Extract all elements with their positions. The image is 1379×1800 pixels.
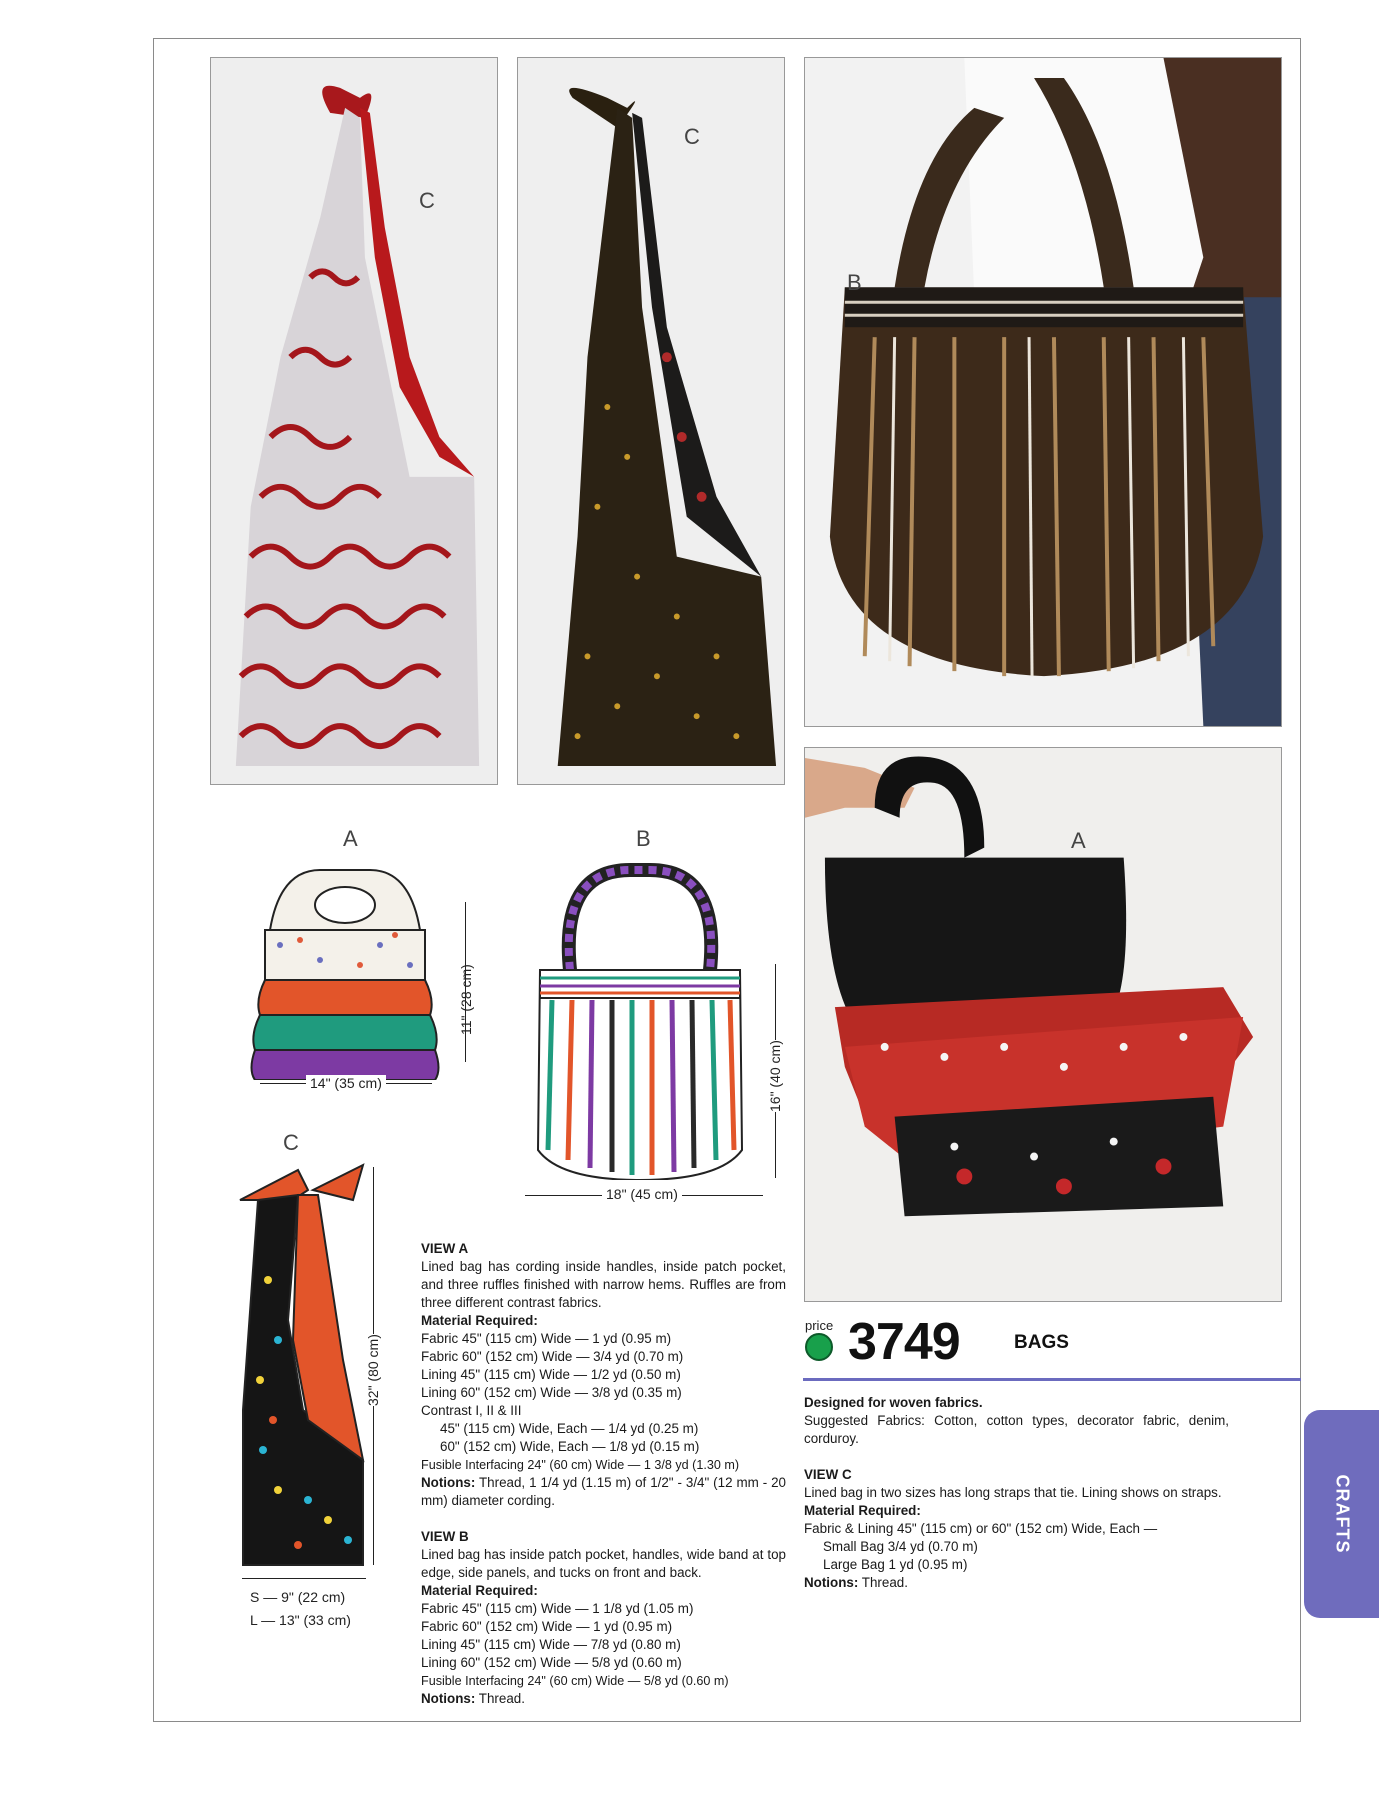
dimension-b-width: 18" (45 cm) — [602, 1186, 682, 1202]
notions-label: Notions: — [421, 1691, 476, 1706]
illustration-view-c — [238, 1160, 368, 1570]
photo-view-a-bag — [804, 747, 1282, 1302]
price-code-dot — [805, 1333, 833, 1361]
view-b-title: VIEW B — [421, 1529, 469, 1544]
view-c-notions — [804, 1574, 1229, 1592]
spacer — [421, 1510, 786, 1528]
notions-text: Thread, 1 1/4 yd (1.15 m) of 1/2" - 3/4" (12 mm - 20 mm) diameter cording. — [421, 1475, 787, 1508]
view-label: B — [847, 270, 862, 295]
view-b-notions — [421, 1690, 786, 1708]
view-a-interfacing: Fusible Interfacing 24" (60 cm) Wide — 1 3/8 yd (1.30 m) — [421, 1458, 740, 1472]
illustration-label-c: C — [283, 1130, 299, 1155]
view-a-notions — [421, 1474, 786, 1510]
notions-label: Notions: — [804, 1575, 859, 1590]
dimension-arrow-c-width — [242, 1578, 366, 1579]
notions-label: Notions: — [421, 1475, 476, 1490]
pattern-name: BAGS — [1014, 1332, 1069, 1353]
illustration-label-b: B — [636, 826, 651, 851]
illustration-view-a — [240, 850, 450, 1080]
view-b-description: Lined bag has inside patch pocket, handles, wide band at top edge, side panels, and tucks on front and back. — [421, 1547, 786, 1580]
view-a-material-line: Lining 45" (115 cm) Wide — 1/2 yd (0.50 m) — [421, 1367, 681, 1382]
photo-view-b-bag — [804, 57, 1282, 727]
divider-rule — [803, 1378, 1301, 1381]
view-a-material-line: Fabric 45" (115 cm) Wide — 1 yd (0.95 m) — [421, 1331, 672, 1346]
notions-text: Thread. — [861, 1575, 908, 1590]
view-c-size-line: Large Bag 1 yd (0.95 m) — [823, 1557, 968, 1572]
view-b-material-line: Fabric 60" (152 cm) Wide — 1 yd (0.95 m) — [421, 1619, 673, 1634]
view-b-material-heading: Material Required: — [421, 1583, 538, 1598]
view-b-material-line: Fabric 45" (115 cm) Wide — 1 1/8 yd (1.05 m) — [421, 1601, 694, 1616]
view-a-title: VIEW A — [421, 1241, 469, 1256]
view-label: A — [1071, 828, 1086, 853]
view-b-material-line: Lining 60" (152 cm) Wide — 5/8 yd (0.60 m) — [421, 1655, 682, 1670]
suggested-fabrics: Suggested Fabrics: Cotton, cotton types, decorator fabric, denim, corduroy. — [804, 1413, 1229, 1446]
view-b-material-line: Lining 45" (115 cm) Wide — 7/8 yd (0.80 m) — [421, 1637, 681, 1652]
dimension-c-large: L — 13" (33 cm) — [250, 1612, 351, 1628]
view-a-contrast-line: 60" (152 cm) Wide, Each — 1/8 yd (0.15 m) — [440, 1439, 700, 1454]
notions-text: Thread. — [478, 1691, 525, 1706]
spacer — [804, 1448, 1229, 1466]
view-c-text-column — [804, 1394, 1229, 1592]
view-a-contrast-line: 45" (115 cm) Wide, Each — 1/4 yd (0.25 m) — [440, 1421, 699, 1436]
view-label: C — [684, 124, 700, 149]
pattern-number: 3749 — [848, 1313, 960, 1371]
view-a-material-line: Contrast I, II & III — [421, 1403, 522, 1418]
view-c-title: VIEW C — [804, 1467, 852, 1482]
dimension-a-height: 11" (28 cm) — [458, 964, 474, 1035]
crafts-tab — [1304, 1410, 1379, 1618]
photo-view-c-black-bag — [517, 57, 785, 785]
view-a-description: Lined bag has cording inside handles, inside patch pocket, and three ruffles finished with narrow hems. Ruffles are from three different contrast fabrics. — [421, 1259, 786, 1310]
view-a-material-heading: Material Required: — [421, 1313, 538, 1328]
view-a-b-text-column — [421, 1240, 786, 1708]
price-label: price — [805, 1318, 834, 1333]
illustration-view-b — [520, 850, 760, 1180]
view-c-size-line: Small Bag 3/4 yd (0.70 m) — [823, 1539, 978, 1554]
dimension-c-height: 32" (80 cm) — [365, 1334, 381, 1406]
photo-view-c-red-bag — [210, 57, 498, 785]
view-label: C — [419, 188, 435, 213]
fabrics-heading: Designed for woven fabrics. — [804, 1395, 983, 1410]
view-c-material-heading: Material Required: — [804, 1503, 921, 1518]
view-b-material-line: Fusible Interfacing 24" (60 cm) Wide — 5/8 yd (0.60 m) — [421, 1674, 729, 1688]
view-c-description: Lined bag in two sizes has long straps that tie. Lining shows on straps. — [804, 1485, 1222, 1500]
dimension-a-width: 14" (35 cm) — [306, 1075, 386, 1091]
illustration-label-a: A — [343, 826, 358, 851]
view-c-material-line: Fabric & Lining 45" (115 cm) or 60" (152 cm) Wide, Each — — [804, 1521, 1158, 1536]
view-a-material-line: Lining 60" (152 cm) Wide — 3/8 yd (0.35 m) — [421, 1385, 682, 1400]
dimension-c-small: S — 9" (22 cm) — [250, 1589, 346, 1605]
dimension-b-height: 16" (40 cm) — [767, 1040, 783, 1112]
view-a-material-line: Fabric 60" (152 cm) Wide — 3/4 yd (0.70 m) — [421, 1349, 684, 1364]
crafts-tab-label: CRAFTS — [1332, 1474, 1352, 1554]
